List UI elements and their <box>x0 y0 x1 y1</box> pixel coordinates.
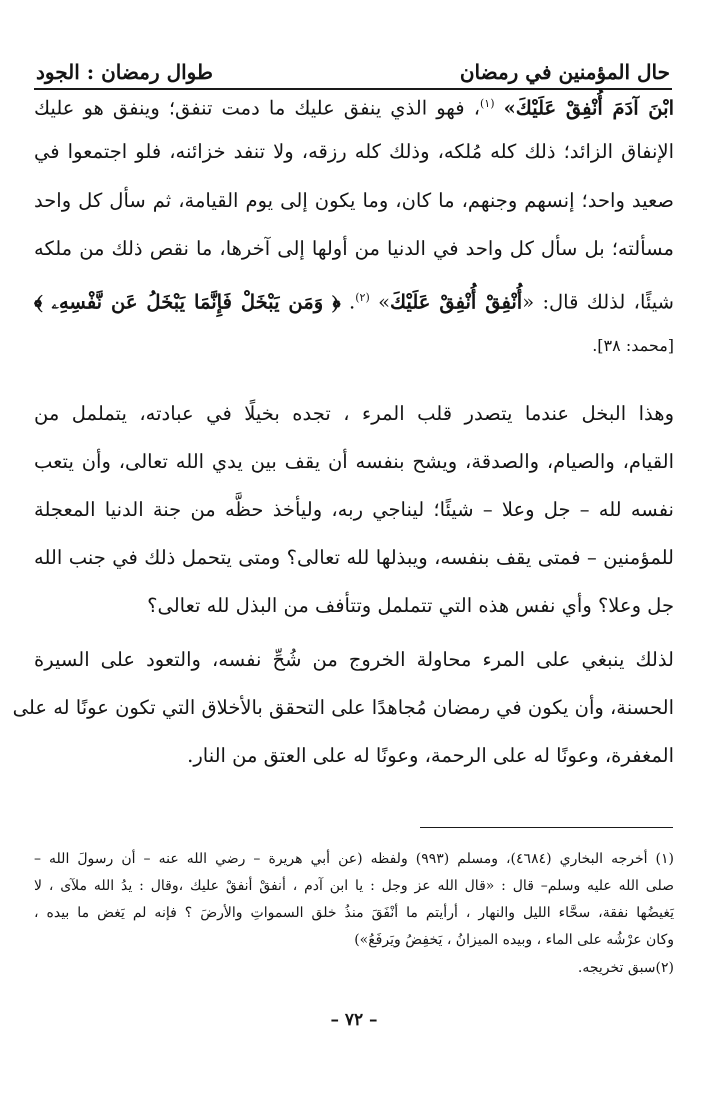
text-run: » <box>378 290 390 314</box>
paragraph-1-line-2: الإنفاق الزائد؛ ذلك كله مُلكه، وذلك كله رزقه، ولا تنفد خزائنه، فلو اجتمعوا في <box>34 140 674 163</box>
hadith-quote: ابْنَ آدَمَ أُنْفِقْ عَلَيْكَ» <box>503 96 674 120</box>
paragraph-2-line-4: للمؤمنين – فمتى يقف بنفسه، ويبذلها لله تعالى؟ ومتى يتحمل ذلك في جنب الله <box>34 546 674 569</box>
paragraph-3-line-3: المغفرة، وعونًا له على الرحمة، وعونًا له على العتق من النار. <box>187 744 674 767</box>
paragraph-2-line-1: وهذا البخل عندما يتصدر قلب المرء ، تجده بخيلًا في عبادته، يتململ من <box>34 402 674 425</box>
running-header <box>34 58 672 90</box>
paragraph-3-line-2: الحسنة، وأن يكون في رمضان مُجاهدًا على التحقق بالأخلاق التي تكون عونًا له على <box>12 696 674 719</box>
footnote-2: (٢)سبق تخريجه. <box>577 960 674 976</box>
footnote-ref-1: (١) <box>479 97 495 110</box>
footnote-1-line-1: (١) أخرجه البخاري (٤٦٨٤)، ومسلم (٩٩٣) ولفظه (عن أبي هريرة – رضي الله عنه – أن رسولَ الله – <box>34 851 675 867</box>
quran-verse: ﴿ وَمَن يَبْخَلْ فَإِنَّمَا يَبْخَلُ عَن نَّفْسِهِۦ ﴾ <box>34 290 341 314</box>
paragraph-1-line-3: صعيد واحد؛ إنسهم وجنهم، ما كان، وما يكون إلى يوم القيامة، ثم سأل كل واحد <box>34 189 674 212</box>
paragraph-2-line-3: نفسه لله – جل وعلا – شيئًا؛ ليناجي ربه، وليأخذ حظَّه من جنة الدنيا المعجلة <box>34 498 674 521</box>
paragraph-1-line-1 <box>34 88 674 120</box>
header-book-title: حال المؤمنين في رمضان <box>459 60 670 84</box>
footnote-ref-2: (٢) <box>355 291 370 304</box>
footnote-1-line-2: صلى الله عليه وسلم– قال : «قال الله عز وجل : يا ابن آدم ، أنفقْ أنفقْ عليك ،وقال : يدُ الله ملآى ، لا <box>34 878 674 894</box>
paragraph-1-line-5: شيئًا، لذلك قال: «أُنْفِقْ أُنْفِقْ عَلَيْكَ» $^{(٢)}$. ﴿ وَمَن يَبْخَلْ فَإِنَّمَا يَبْخَلُ عَن نَّفْسِهِۦ ﴾ <box>34 290 674 314</box>
page-number: – ٧٢ – <box>330 1010 378 1030</box>
header-chapter-title: طوال رمضان : الجود <box>36 60 213 84</box>
footnote-divider <box>420 827 673 828</box>
footnote-1-line-4: وكان عرْشُه على الماء ، وبيده الميزانُ ، يَخفِضُ ويَرفَعُ») <box>354 932 674 948</box>
paragraph-2-line-5: جل وعلا؟ وأي نفس هذه التي تتململ وتتأفف من البذل لله تعالى؟ <box>147 594 674 617</box>
paragraph-1-line-4: مسألته؛ بل سأل كل واحد في الدنيا من أولها إلى آخرها، ما نقص ذلك من ملكه <box>34 237 674 260</box>
paragraph-2-line-2: القيام، والصيام، والصدقة، ويشح بنفسه أن يقف بين يدي الله تعالى، وأن يتعب <box>34 450 674 473</box>
verse-citation: [محمد: ٣٨]. <box>592 336 674 355</box>
paragraph-3-line-1: لذلك ينبغي على المرء محاولة الخروج من شُحِّ نفسه، والتعود على السيرة <box>34 648 674 671</box>
text-run: شيئًا، لذلك قال: « <box>522 290 674 314</box>
footnote-1-line-3: يَغيضُها نفقة، سحَّاء الليل والنهار ، أرأيتم ما أنْفَقَ منذُ خلق السمواتِ والأرضَ ؟ فإنه لم يَغض ما بيده ، <box>34 905 674 921</box>
text-run: ، فهو الذي ينفق عليك ما دمت تنفق؛ وينفق هو عليك <box>34 96 480 120</box>
hadith-quote: أُنْفِقْ أُنْفِقْ عَلَيْكَ <box>390 290 523 314</box>
